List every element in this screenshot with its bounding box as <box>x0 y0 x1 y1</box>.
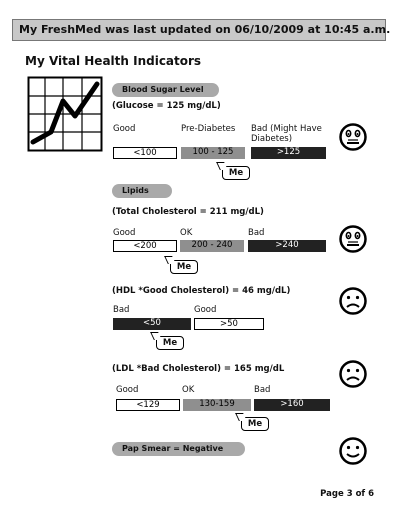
range-pre-diabetes: 100 - 125 <box>181 147 245 159</box>
line-chart-icon <box>27 76 103 152</box>
range-label-good: Good <box>194 305 217 315</box>
worried-face-icon <box>338 122 368 152</box>
range-label-bad: Bad <box>113 305 130 315</box>
ldl-measurement: (LDL *Bad Cholesterol) = 165 mg/dL <box>112 364 285 374</box>
range-label-bad: Bad (Might Have Diabetes) <box>251 124 322 144</box>
range-label-ok: OK <box>182 385 195 395</box>
me-marker: Me <box>156 336 184 350</box>
pap-smear-heading: Pap Smear = Negative <box>112 442 245 456</box>
me-marker: Me <box>241 417 269 431</box>
range-good: >50 <box>194 318 264 330</box>
range-label-good: Good <box>116 385 139 395</box>
range-bad: >125 <box>251 147 326 159</box>
range-good: <200 <box>113 240 177 252</box>
sad-face-icon <box>338 286 368 316</box>
range-bad: >240 <box>248 240 326 252</box>
sad-face-icon <box>338 359 368 389</box>
range-label-pre-diabetes: Pre-Diabetes <box>181 124 236 134</box>
range-label-good: Good <box>113 228 136 238</box>
range-label-bad: Bad <box>254 385 271 395</box>
lipids-heading: Lipids <box>112 184 172 198</box>
page-title: My Vital Health Indicators <box>25 54 202 68</box>
range-label-good: Good <box>113 124 136 134</box>
range-good: <129 <box>116 399 180 411</box>
page-number: Page 3 of 6 <box>320 489 374 499</box>
me-marker: Me <box>222 166 250 180</box>
range-bad: <50 <box>113 318 191 330</box>
happy-face-icon <box>338 436 368 466</box>
range-ok: 130-159 <box>183 399 251 411</box>
worried-face-icon <box>338 224 368 254</box>
range-bad: >160 <box>254 399 330 411</box>
total-cholesterol-measurement: (Total Cholesterol = 211 mg/dL) <box>112 207 264 217</box>
range-ok: 200 - 240 <box>180 240 244 252</box>
me-marker: Me <box>170 260 198 274</box>
range-label-bad: Bad <box>248 228 265 238</box>
range-good: <100 <box>113 147 177 159</box>
range-label-ok: OK <box>180 228 193 238</box>
blood-sugar-heading: Blood Sugar Level <box>112 83 219 97</box>
last-updated-banner: My FreshMed was last updated on 06/10/2009 at 10:45 a.m. <box>12 19 386 41</box>
glucose-measurement: (Glucose = 125 mg/dL) <box>112 101 221 111</box>
hdl-measurement: (HDL *Good Cholesterol) = 46 mg/dL) <box>112 286 291 296</box>
